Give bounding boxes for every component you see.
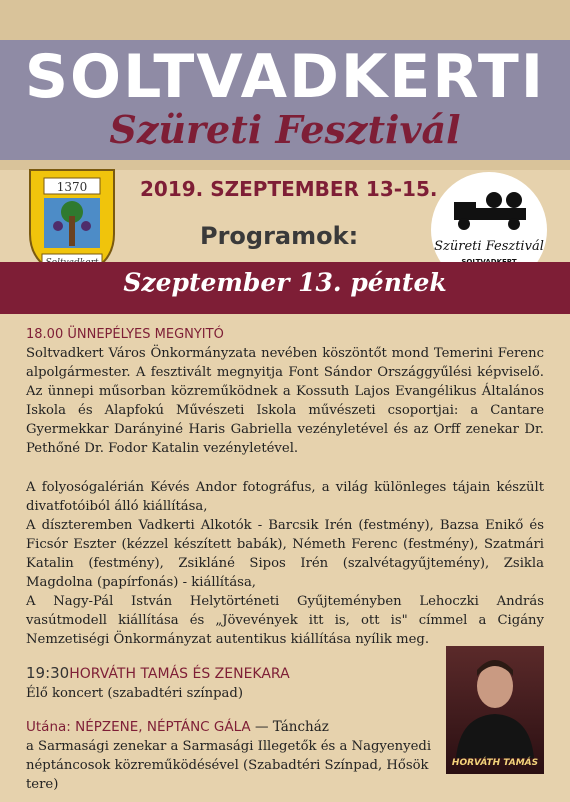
page-subtitle: Szüreti Fesztivál xyxy=(109,107,461,152)
concert-title: HORVÁTH TAMÁS ÉS ZENEKARA xyxy=(69,666,290,682)
gala-title: NÉPZENE, NÉPTÁNC GÁLA xyxy=(75,719,251,735)
gala-suffix: — Táncház xyxy=(250,719,329,735)
day-title: Szeptember 13. péntek xyxy=(123,268,447,297)
concert-heading xyxy=(26,664,290,682)
exhibition-line-3: A Nagy-Pál István Helytörténeti Gyűjteményben Lehoczki András vasútmodell kiállítása és „Jövevények itt is, ott is" címmel a Cigány Nemzetiségi Önkormányzat autentikus kiállítása nyílik meg. xyxy=(26,594,544,647)
concert-time: 19:30 xyxy=(26,664,70,682)
performer-photo xyxy=(446,646,544,774)
exhibitions-text xyxy=(26,478,544,649)
exhibition-line-2: A díszteremben Vadkerti Alkotók - Barcsik Irén (festmény), Bazsa Enikő és Ficsór Eszter (kézzel készített babák), Németh Ferenc (festmény), Szatmári Katalin (festmény), Zsikláné Sipos Irén (szalvétagyűjtemény), Zsikla Magdolna (papírfonás) - kiállítása, xyxy=(26,518,544,590)
opening-heading: 18.00 ÜNNEPÉLYES MEGNYITÓ xyxy=(26,327,224,342)
gala-text: a Sarmasági zenekar a Sarmasági Illegetők és a Nagyenyedi néptáncosok közreműködésével (Szabadtéri Színpad, Hősök tere) xyxy=(26,739,432,792)
concert-text: Élő koncert (szabadtéri színpad) xyxy=(26,686,243,701)
performer-silhouette xyxy=(446,646,544,758)
exhibition-line-1: A folyosógalérián Kévés Andor fotográfus, a világ különleges tájain készült divatfotóiból álló kiállítása, xyxy=(26,480,544,514)
logo-name: Szüreti Fesztivál xyxy=(434,239,544,254)
programs-heading: Programok: xyxy=(200,222,359,250)
gala-prefix: Utána: xyxy=(26,719,76,735)
gala-heading xyxy=(26,719,329,735)
opening-paragraph: Soltvadkert Város Önkormányzata nevében köszöntőt mond Temerini Ferenc alpolgármester. A fesztivált megnyitja Font Sándor Országgyűlési képviselő. Az ünnepi műsorban közreműködnek a Kossuth Lajos Evangélikus Általános Iskola és Alapfokú Művészeti Iskola művészeti csoportjai: a Cantare Gyermekkar Darányiné Haris Gabriella vezényletével és az Orff zenekar Dr. Pethőné Dr. Fodor Katalin vezényletével. xyxy=(26,346,544,456)
festival-dates: 2019. SZEPTEMBER 13-15. xyxy=(140,177,438,201)
opening-text xyxy=(26,344,544,458)
crest-year: 1370 xyxy=(56,180,88,194)
photo-caption: HORVÁTH TAMÁS xyxy=(451,758,539,768)
page-title: SOLTVADKERTI xyxy=(24,42,546,112)
